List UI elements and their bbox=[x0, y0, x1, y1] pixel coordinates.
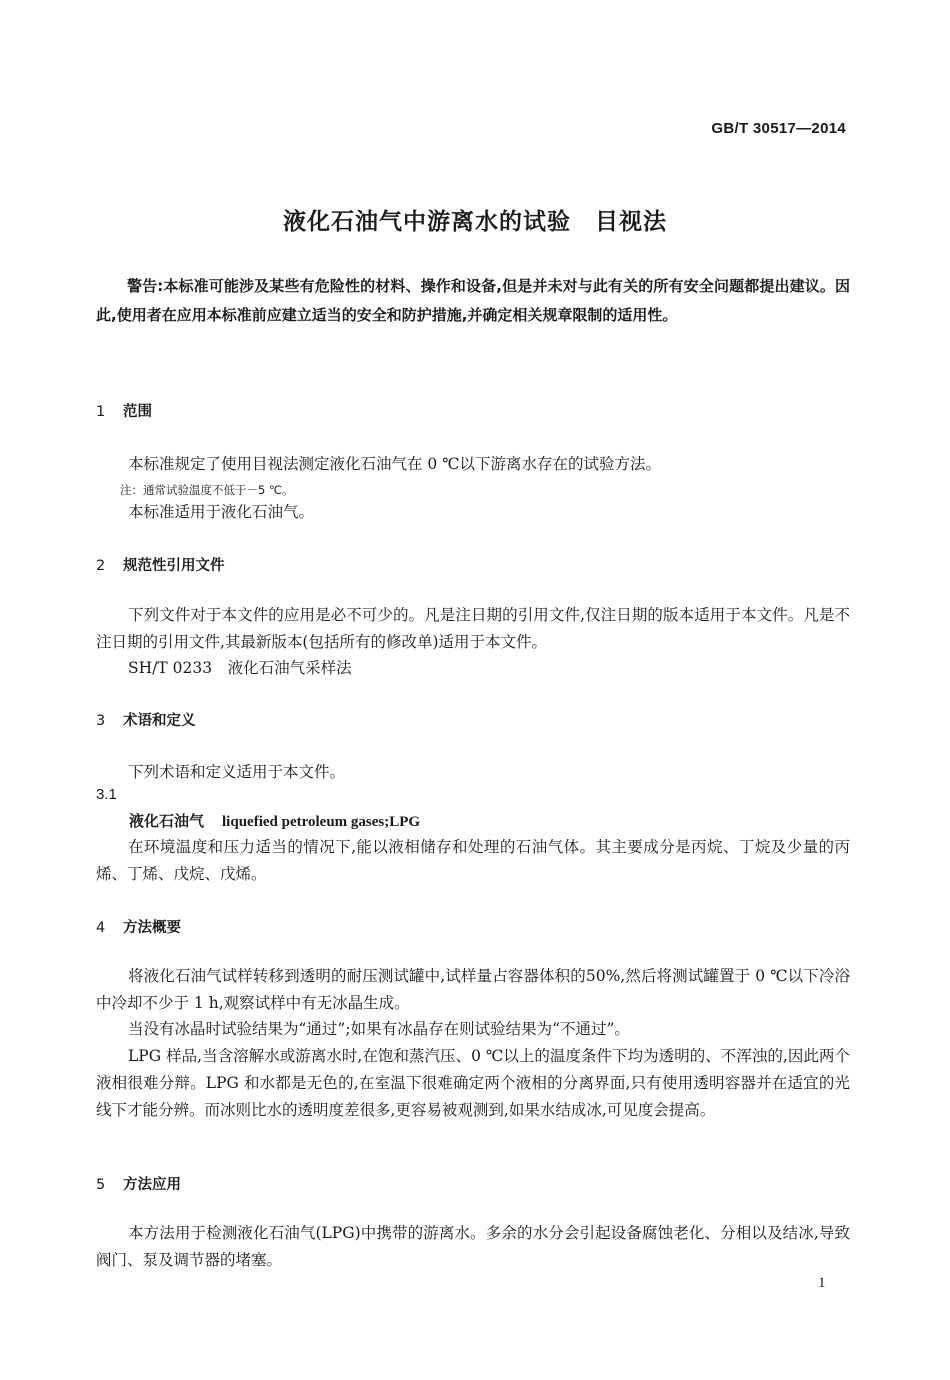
section-number: 3 bbox=[96, 713, 106, 729]
scope-paragraph-1: 本标准规定了使用目视法测定液化石油气在 0 ℃以下游离水存在的试验方法。 bbox=[128, 455, 662, 473]
section-1-heading bbox=[96, 400, 152, 421]
term-number: 3.1 bbox=[96, 786, 117, 803]
term-chinese: 液化石油气 bbox=[129, 812, 205, 830]
section-4-heading bbox=[96, 916, 181, 937]
scope-note: 注：通常试验温度不低于－5 ℃。 bbox=[120, 483, 294, 497]
warning-text: :本标准可能涉及某些有危险性的材料、操作和设备,但是并未对与此有关的所有安全问题都提出建议。因此,使用者在应用本标准前应建立适当的安全和防护措施,并确定相关规章限制的适用性。 bbox=[96, 277, 850, 324]
term-definition: 在环境温度和压力适当的情况下,能以液相储存和处理的石油气体。其主要成分是丙烷、丁烷及少量的丙烯、丁烯、戊烷、戊烯。 bbox=[96, 838, 850, 883]
warning-block bbox=[96, 272, 850, 330]
section-5-heading bbox=[96, 1173, 181, 1194]
section-title: 规范性引用文件 bbox=[123, 558, 225, 574]
section-number: 1 bbox=[96, 404, 106, 420]
page-number: 1 bbox=[818, 1275, 826, 1291]
document-title: 液化石油气中游离水的试验 目视法 bbox=[283, 209, 667, 235]
section-title: 术语和定义 bbox=[123, 713, 196, 729]
section-title: 范围 bbox=[123, 404, 152, 420]
normative-references-paragraph: 下列文件对于本文件的应用是必不可少的。凡是注日期的引用文件,仅注日期的版本适用于本文件。凡是不注日期的引用文件,其最新版本(包括所有的修改单)适用于本文件。 bbox=[96, 606, 850, 651]
section-title: 方法应用 bbox=[123, 1177, 181, 1193]
section-number: 5 bbox=[96, 1177, 106, 1193]
method-summary-paragraph-1: 将液化石油气试样转移到透明的耐压测试罐中,试样量占容器体积的50%,然后将测试罐置于 0 ℃以下冷浴中冷却不少于 1 h,观察试样中有无冰晶生成。 bbox=[96, 967, 850, 1012]
section-number: 2 bbox=[96, 558, 106, 574]
section-number: 4 bbox=[96, 920, 106, 936]
section-2-heading bbox=[96, 554, 225, 575]
method-application-paragraph: 本方法用于检测液化石油气(LPG)中携带的游离水。多余的水分会引起设备腐蚀老化、分相以及结冰,导致阀门、泵及调节器的堵塞。 bbox=[96, 1224, 850, 1269]
term-english: liquefied petroleum gases;LPG bbox=[222, 814, 421, 830]
standard-code: GB/T 30517—2014 bbox=[711, 120, 846, 137]
scope-paragraph-2: 本标准适用于液化石油气。 bbox=[128, 503, 315, 521]
method-summary-paragraph-2: 当没有冰晶时试验结果为“通过”;如果有冰晶存在则试验结果为“不通过”。 bbox=[128, 1020, 630, 1038]
reference-item: SH/T 0233 液化石油气采样法 bbox=[128, 659, 352, 677]
method-summary-paragraph-3: LPG 样品,当含溶解水或游离水时,在饱和蒸汽压、0 ℃以上的温度条件下均为透明的、不浑浊的,因此两个液相很难分辩。LPG 和水都是无色的,在室温下很难确定两个液相的分离界面,只有使用透明容器并在适宜的光线下才能分辨。而冰则比水的透明度差很多,更容易被观测到,如果水结成冰,可见度会提高。 bbox=[96, 1047, 850, 1119]
term-entry bbox=[129, 810, 420, 831]
warning-label: 警告 bbox=[127, 277, 158, 295]
section-3-heading bbox=[96, 709, 196, 730]
section-title: 方法概要 bbox=[123, 920, 181, 936]
terms-intro: 下列术语和定义适用于本文件。 bbox=[128, 763, 346, 781]
